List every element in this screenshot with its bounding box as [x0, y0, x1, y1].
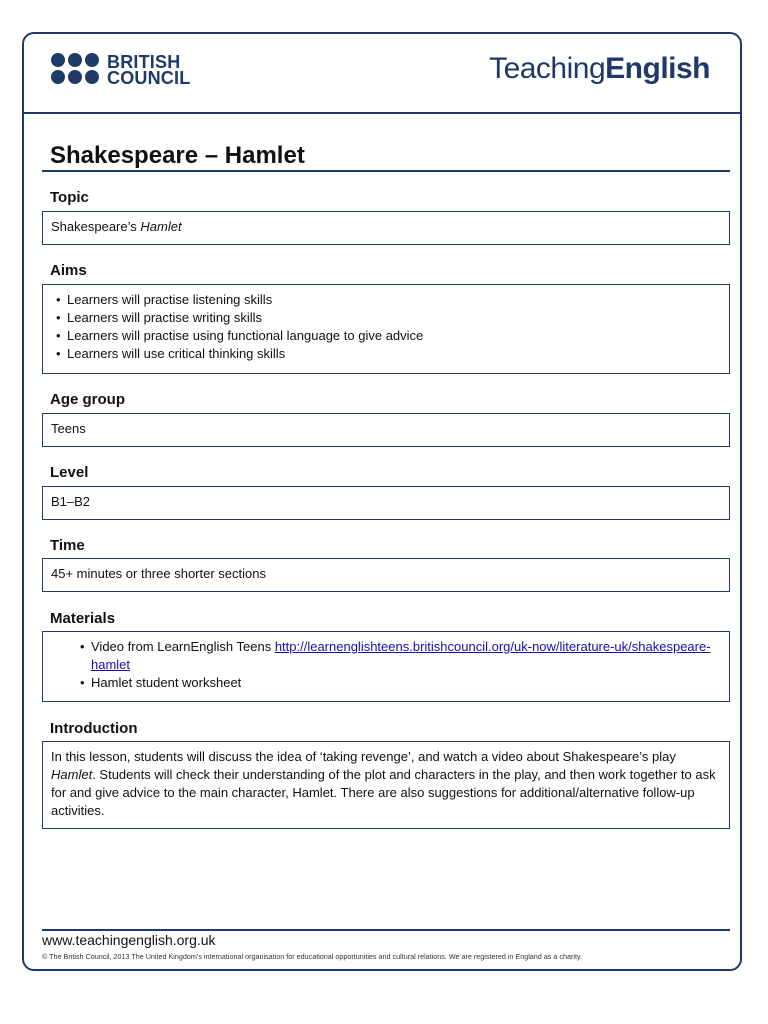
materials-box	[42, 631, 730, 702]
age-group-box	[42, 413, 730, 447]
list-item: • Learners will practise writing skills	[51, 309, 721, 327]
aims-list	[51, 291, 721, 363]
topic-italic: Hamlet	[140, 219, 182, 234]
video-link[interactable]: http://learnenglishteens.britishcouncil.org/uk-now/literature-uk/shakespeare-hamlet	[91, 639, 711, 672]
time-box	[42, 558, 730, 592]
brand-line-1: BRITISH	[107, 51, 181, 72]
footer-copyright: © The British Council, 2013 The United Kingdom’s international organisation for educational opportunities and cultural relations. We are registered in England as a charity.	[42, 952, 583, 961]
british-council-logo	[51, 53, 190, 86]
list-item: • Hamlet student worksheet	[51, 674, 721, 692]
teaching-english-logo: TeachingEnglish	[489, 52, 710, 85]
level-box	[42, 486, 730, 520]
header-divider	[24, 112, 740, 114]
brand-line-2: COUNCIL	[107, 67, 191, 88]
age-group-label: Age group	[50, 391, 125, 408]
age-group-value: Teens	[51, 421, 86, 436]
introduction-label: Introduction	[50, 720, 138, 737]
list-item: • Learners will use critical thinking skills	[51, 345, 721, 363]
materials-list	[51, 638, 721, 692]
aims-label: Aims	[50, 262, 87, 279]
topic-box	[42, 211, 730, 245]
title-divider	[42, 170, 730, 172]
list-item: • Video from LearnEnglish Teens http://learnenglishteens.britishcouncil.org/uk-now/literature-uk/shakespeare-hamlet	[51, 638, 721, 674]
page-frame	[22, 32, 742, 971]
page-title: Shakespeare – Hamlet	[50, 142, 305, 169]
level-value: B1–B2	[51, 494, 91, 509]
footer-divider	[42, 929, 730, 931]
topic-text: Shakespeare’s	[51, 219, 141, 234]
page-header	[24, 34, 740, 112]
aims-box	[42, 284, 730, 374]
level-label: Level	[50, 464, 89, 481]
list-item: • Learners will practise listening skills	[51, 291, 721, 309]
time-value: 45+ minutes or three shorter sections	[51, 566, 266, 581]
time-label: Time	[50, 537, 85, 554]
british-council-dots-icon	[51, 53, 101, 86]
topic-label: Topic	[50, 189, 89, 206]
materials-label: Materials	[50, 610, 116, 627]
list-item: • Learners will practise using functional language to give advice	[51, 327, 721, 345]
introduction-box: In this lesson, students will discuss the idea of ‘taking revenge’, and watch a video about Shakespeare’s play Hamlet. Students will check their understanding of the plot and characters in the play, and then work together to ask for and give advice to the main character, Hamlet. There are also suggestions for additional/alternative follow-up activities.	[42, 741, 730, 829]
footer-url: www.teachingenglish.org.uk	[42, 932, 216, 948]
